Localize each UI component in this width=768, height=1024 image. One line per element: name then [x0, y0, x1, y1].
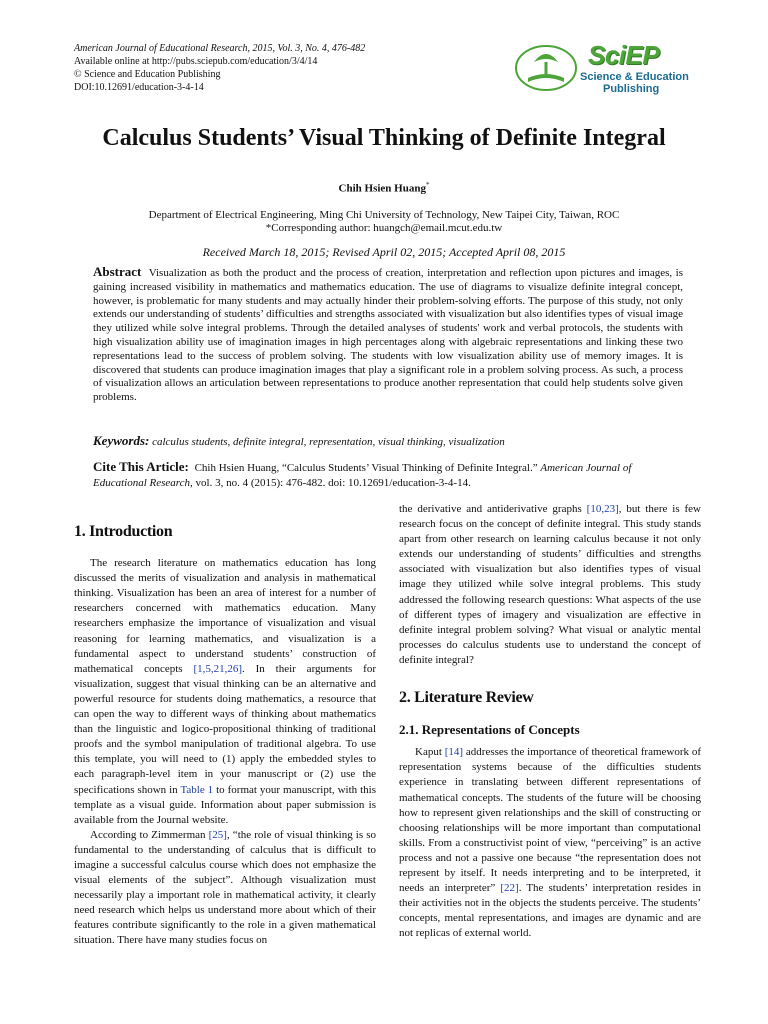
cite-label: Cite This Article: [93, 459, 189, 474]
intro-p1-text-c: to format your manuscript, with this template as a visual guide. Information about paper submission is available from the Journal website. [74, 783, 376, 826]
intro-p2-text-a: According to Zimmerman [90, 828, 206, 841]
abstract-block [93, 265, 683, 405]
citation-link[interactable]: [22] [500, 882, 519, 895]
sciep-logo [514, 40, 694, 96]
lit-paragraph-1 [399, 745, 701, 941]
intro-p2-text-b: , “the role of visual thinking is so fundamental to the understanding of calculus that is difficult to imagine a successful calculus course which does not emphasize the visual elements of the subject”. Although visualization must necessarily play a important role in mathematical activity, it clearly need research which helps us understand more about which of their features contribute significantly to the role in a given mathematical situation. There have many studies focus on [74, 828, 377, 947]
citation-link[interactable]: [10,23] [586, 503, 619, 515]
copyright-line: © Science and Education Publishing [74, 69, 221, 80]
logo-subtitle-2: Publishing [603, 83, 660, 95]
corresponding-author: *Corresponding author: huangch@email.mcut.edu.tw [265, 222, 503, 234]
representations-subheading: 2.1. Representations of Concepts [399, 722, 580, 738]
cite-block [93, 459, 683, 491]
book-tree-icon [514, 42, 578, 92]
logo-subtitle-1: Science & Education [580, 71, 689, 83]
left-column [74, 500, 376, 949]
lit-p1-text-b: addresses the importance of theoretical framework of representation systems because of the difficulties students experience in translating between different representations of mathematical concepts. The students of the future will be choosing how to represent given relationships and the skill of constructing or choosing relationships will be more important than computational skills. From a constructivist point of view, “perceiving” is an active process and not a passive one because “the representation does not represent by itself. It needs interpreting and to be interpreted, it needs an interpreter” [399, 746, 701, 895]
doi-line: DOI:10.12691/education-3-4-14 [74, 82, 204, 93]
cite-details: , vol. 3, no. 4 (2015): 476-482. doi: 10.12691/education-3-4-14. [190, 477, 471, 489]
keywords-label: Keywords: [93, 433, 150, 448]
submission-dates: Received March 18, 2015; Revised April 02, 2015; Accepted April 08, 2015 [202, 245, 566, 259]
abstract-text: Visualization as both the product and the process of creation, interpretation and reflection upon pictures and images, is gaining increased visibility in mathematics and mathematics education. The use of diagrams to visualize definite integral concept, however, is problematic for many students and may actually hinder their problem-solving efforts. The purpose of this study, not only extends our understanding of students’ difficulties and strengths associated with visualization but also identifies types of visual image they utilized while solve integral problems. Through the detailed analyses of students' work and verbal protocols, the students with high visualization ability use of imagination images in high percentages along with algebraic representations and linking these two representations lead to the success of problem solving. The students with low visualization ability use of memory images. It is discovered that students can produce imagination images that play a significant role in a problem solving process. As such, a process of visualization allows an articulation between representations to produce another representation that could help students solve given problems. [93, 267, 683, 404]
journal-header [74, 42, 474, 94]
keywords-text: calculus students, definite integral, representation, visual thinking, visualization [152, 436, 505, 448]
corresponding-mark: * [425, 181, 430, 189]
citation-link[interactable]: [14] [444, 746, 464, 759]
table-link[interactable]: Table 1 [180, 783, 214, 796]
right-paragraph-1 [399, 502, 701, 668]
introduction-heading: 1. Introduction [74, 523, 173, 540]
author-name: Chih Hsien Huang [338, 182, 426, 195]
citation-link[interactable]: [1,5,21,26] [193, 662, 243, 675]
availability-line[interactable]: Available online at http://pubs.sciepub.com/education/3/4/14 [74, 56, 318, 67]
journal-citation-line: American Journal of Educational Research, 2015, Vol. 3, No. 4, 476-482 [74, 43, 366, 54]
abstract-label: Abstract [93, 264, 142, 279]
right-p1-text-a: the derivative and antiderivative graphs [399, 503, 582, 515]
keywords-block [93, 433, 683, 449]
author-line [0, 181, 768, 195]
cite-journal: American Journal of Educational Research [93, 462, 632, 489]
intro-p1-text-b: . In their arguments for visualization, suggest that visual thinking can be an alternative and powerful resource for students doing mathematics, a resource that can open the way to different ways of thinking about mathematics than the linguistic and logico-propositional thinking of traditional proofs and the symbol manipulation of traditional algebra. To use this template, you will need to (1) apply the embedded styles to each paragraph-level item in your manuscript or (2) use the specifications shown in [74, 662, 376, 796]
right-column [399, 502, 701, 941]
right-p1-text-b: , but there is few research focus on the concept of definite integral. This study stands apart from other research on learning calculus because it not only extends our understanding of students’ difficulties and strengths associated with visualization but also identifies types of visual image they utilized while solve integral problems. This study addressed the following research questions: What aspects of the use of different types of imagery and visualization are effective in definite integral problem solving? What visual or analytic mental processes do calculus students use to understand the concept of definite integral? [399, 503, 702, 666]
lit-p1-text-a: Kaput [415, 746, 442, 759]
lit-p1-text-c: . The students’ interpretation resides in their activities not in the objects the students perceive. The students’ concepts, mental representations, and images are dynamic and are not replicas of external world. [399, 882, 701, 940]
citation-link[interactable]: [25] [208, 828, 227, 841]
intro-paragraph-2 [74, 828, 376, 949]
affiliation [0, 209, 768, 235]
cite-text: Chih Hsien Huang, “Calculus Students’ Visual Thinking of Definite Integral.” [194, 462, 538, 474]
logo-wordmark: SciEP [588, 40, 660, 70]
literature-review-heading: 2. Literature Review [399, 689, 534, 707]
intro-p1-text-a: The research literature on mathematics education has long discussed the merits of visualization and analysis in mathematical thinking. Visualization has been an area of interest for a number of researchers concerned with mathematics education. Many researchers emphasize the importance of visualization and visual reasoning for learning mathematics, and visualization is a fundamental aspect to understand students’ construction of mathematical concepts [74, 557, 376, 675]
affiliation-department: Department of Electrical Engineering, Ming Chi University of Technology, New Taipei City, Taiwan, ROC [148, 209, 620, 221]
paper-title: Calculus Students’ Visual Thinking of Definite Integral [102, 125, 666, 151]
intro-paragraph-1 [74, 556, 376, 828]
